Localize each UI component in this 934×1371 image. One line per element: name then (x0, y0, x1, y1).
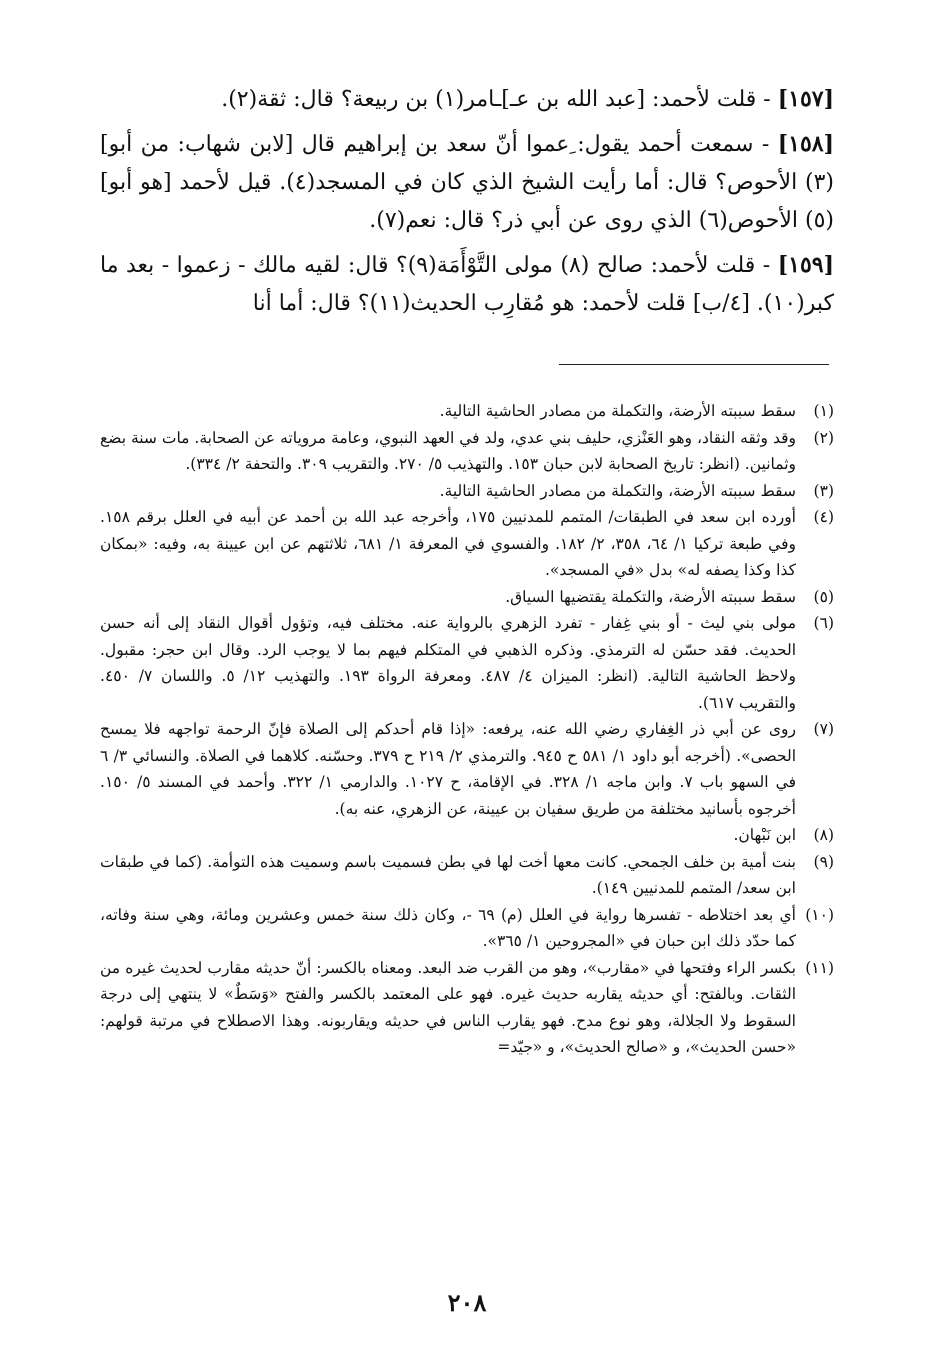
footnote-number: (١) (813, 402, 834, 420)
paragraph-157 (100, 80, 834, 119)
footnote-text: سقط سببته الأرضة، والتكملة من مصادر الحاشية التالية. (439, 481, 796, 500)
footnote-7 (100, 716, 834, 822)
footnote-number: (٣) (813, 481, 834, 500)
footnote-text: سقط سببته الأرضة، والتكملة يقتضيها السياق. (505, 587, 796, 606)
footnote-text: مولى بني ليث - أو بني غِفار - تفرد الزهري بالرواية عنه. مختلف فيه، وتؤول أقوال النقاد إلى أنه حسن الحديث. فقد حسّن له الترمذي. وذكره الذهبي في المتكلم فيهم بما لا يوجب الرد. وقال ابن حجر: مقبول. ولاحظ الحاشية التالية. (انظر: الميزان ٤/ ٤٨٧. ومعرفة الرواة ١٩٣. والتهذيب ١٢/ ٥. واللسان ٧/ ٤٥٠. والتقريب ٦١٧). (100, 614, 796, 712)
footnote-text: بكسر الراء وفتحها في «مقارب»، وهو من القرب ضد البعد. ومعناه بالكسر: أنّ حديثه مقارب لحديث غيره من الثقات. وبالفتح: أي حديثه يقاربه حديث غيره. فهو على المعتمد بالكسر والفتح «وَسَطٌ» لا ينتهي إلى درجة السقوط ولا الجلالة، وهو نوع مدح. فهو يقارب الناس في حديثه ويقاربونه. وهذا الاصطلاح في مرتبة قولهم: «حسن الحديث»، و «صالح الحديث»، و «جيّد= (100, 958, 796, 1056)
footnote-5 (100, 584, 834, 611)
footnote-separator (559, 364, 829, 365)
footnote-10 (100, 902, 834, 955)
footnote-text: أورده ابن سعد في الطبقات/ المتمم للمدنيين ١٧٥، وأخرجه عبد الله بن أحمد عن أبيه في العلل برقم ١٥٨. وفي طبعة تركيا ١/ ٦٤، ٣٥٨، ٢/ ١٨٢. والفسوي في المعرفة ١/ ٦٨١، ثلاثتهم عن ابن عيينة به، وفيه: «بمكان كذا وكذا يصفه له» بدل «في المسجد». (100, 508, 796, 579)
paragraph-text: - سمعت أحمد يقول: ِعموا أنّ سعد بن إبراهيم قال [لابن شهاب: من أبو](٣) الأحوص؟ قال: أما رأيت الشيخ الذي كان في المسجد(٤). قيل لأحمد [هو أبو](٥) الأحوص(٦) الذي روى عن أبي ذر؟ قال: نعم(٧). (100, 132, 835, 233)
footnote-6 (100, 610, 834, 716)
footnote-number: (١٠) (805, 905, 834, 924)
footnote-number: (٦) (813, 614, 834, 632)
footnote-text: وقد وثقه النقاد، وهو العَنْزي، حليف بني عدي، ولد في العهد النبوي، وعامة مروياته عن الصحابة. مات سنة بضع وثمانين. (انظر: تاريخ الصحابة لابن حبان ١٥٣. والتهذيب ٥/ ٢٧٠. والتقريب ٣٠٩. والتحفة ٢/ ٣٣٤). (100, 428, 796, 473)
footnote-number: (٧) (813, 720, 834, 738)
footnote-text: ابن نَبْهان. (733, 826, 796, 844)
footnote-number: (٤) (813, 508, 834, 526)
footnote-2 (100, 425, 834, 478)
footnotes (100, 398, 834, 1061)
page-number: ٢٠٨ (447, 1288, 487, 1317)
footnote-4 (100, 504, 834, 584)
footnote-number: (٥) (813, 587, 834, 606)
paragraph-number: [١٥٧] (777, 86, 834, 112)
paragraph-text: - قلت لأحمد: [عبد الله بن عـ]ـامر(١) بن ربيعة؟ قال: ثقة(٢). (221, 87, 771, 112)
paragraph-158 (100, 125, 834, 240)
footnote-number: (٨) (813, 826, 834, 844)
footnote-11 (100, 955, 834, 1061)
footnote-3 (100, 478, 834, 505)
footnote-text: روى عن أبي ذر الغِفاري رضي الله عنه، يرفعه: «إذا قام أحدكم إلى الصلاة فإنّ الرحمة تواجهه فلا يمسح الحصى». (أخرجه أبو داود ١/ ٥٨١ ح ٩٤٥. والترمذي ٢/ ٢١٩ ح ٣٧٩. وحسّنه. كلاهما في الصلاة. والنسائي ٣/ ٦ في السهو باب ٧. وابن ماجه ١/ ٣٢٨. في الإقامة، ح ١٠٢٧. والدارمي ١/ ٣٢٢. وأحمد في المسند ٥/ ١٥٠. أخرجوه بأسانيد مختلفة من طريق سفيان بن عيينة، عن الزهري، عنه به). (100, 720, 797, 818)
main-text (100, 80, 834, 329)
footnote-number: (٢) (813, 428, 834, 447)
paragraph-159 (100, 246, 834, 323)
footnote-text: سقط سببته الأرضة، والتكملة من مصادر الحاشية التالية. (439, 402, 796, 420)
paragraph-number: [١٥٩] (777, 252, 834, 278)
paragraph-number: [١٥٨] (777, 131, 835, 157)
footnote-text: بنت أمية بن خلف الجمحي. كانت معها أخت لها في بطن فسميت باسم وسميت هذه التوأمة. (كما في طبقات ابن سعد/ المتمم للمدنيين ١٤٩). (100, 852, 796, 897)
footnote-1 (100, 398, 834, 425)
footnote-number: (٩) (813, 852, 834, 871)
footnote-text: أي بعد اختلاطه - تفسرها رواية في العلل (م) ٦٩ -، وكان ذلك سنة خمس وعشرين ومائة، وهي سنة وفاته، كما حدّد ذلك ابن حبان في «المجروحين ١/ ٣٦٥». (100, 905, 796, 950)
footnote-9 (100, 849, 834, 902)
footnote-8 (100, 822, 834, 849)
paragraph-text: - قلت لأحمد: صالح (٨) مولى التَّوْأَمَة(٩)؟ قال: لقيه مالك - زعموا - بعد ما كبر(١٠). [٤/ب] قلت لأحمد: هو مُقارِب الحديث(١١)؟ قال: أما أنا (100, 253, 834, 316)
footnote-number: (١١) (805, 958, 834, 977)
